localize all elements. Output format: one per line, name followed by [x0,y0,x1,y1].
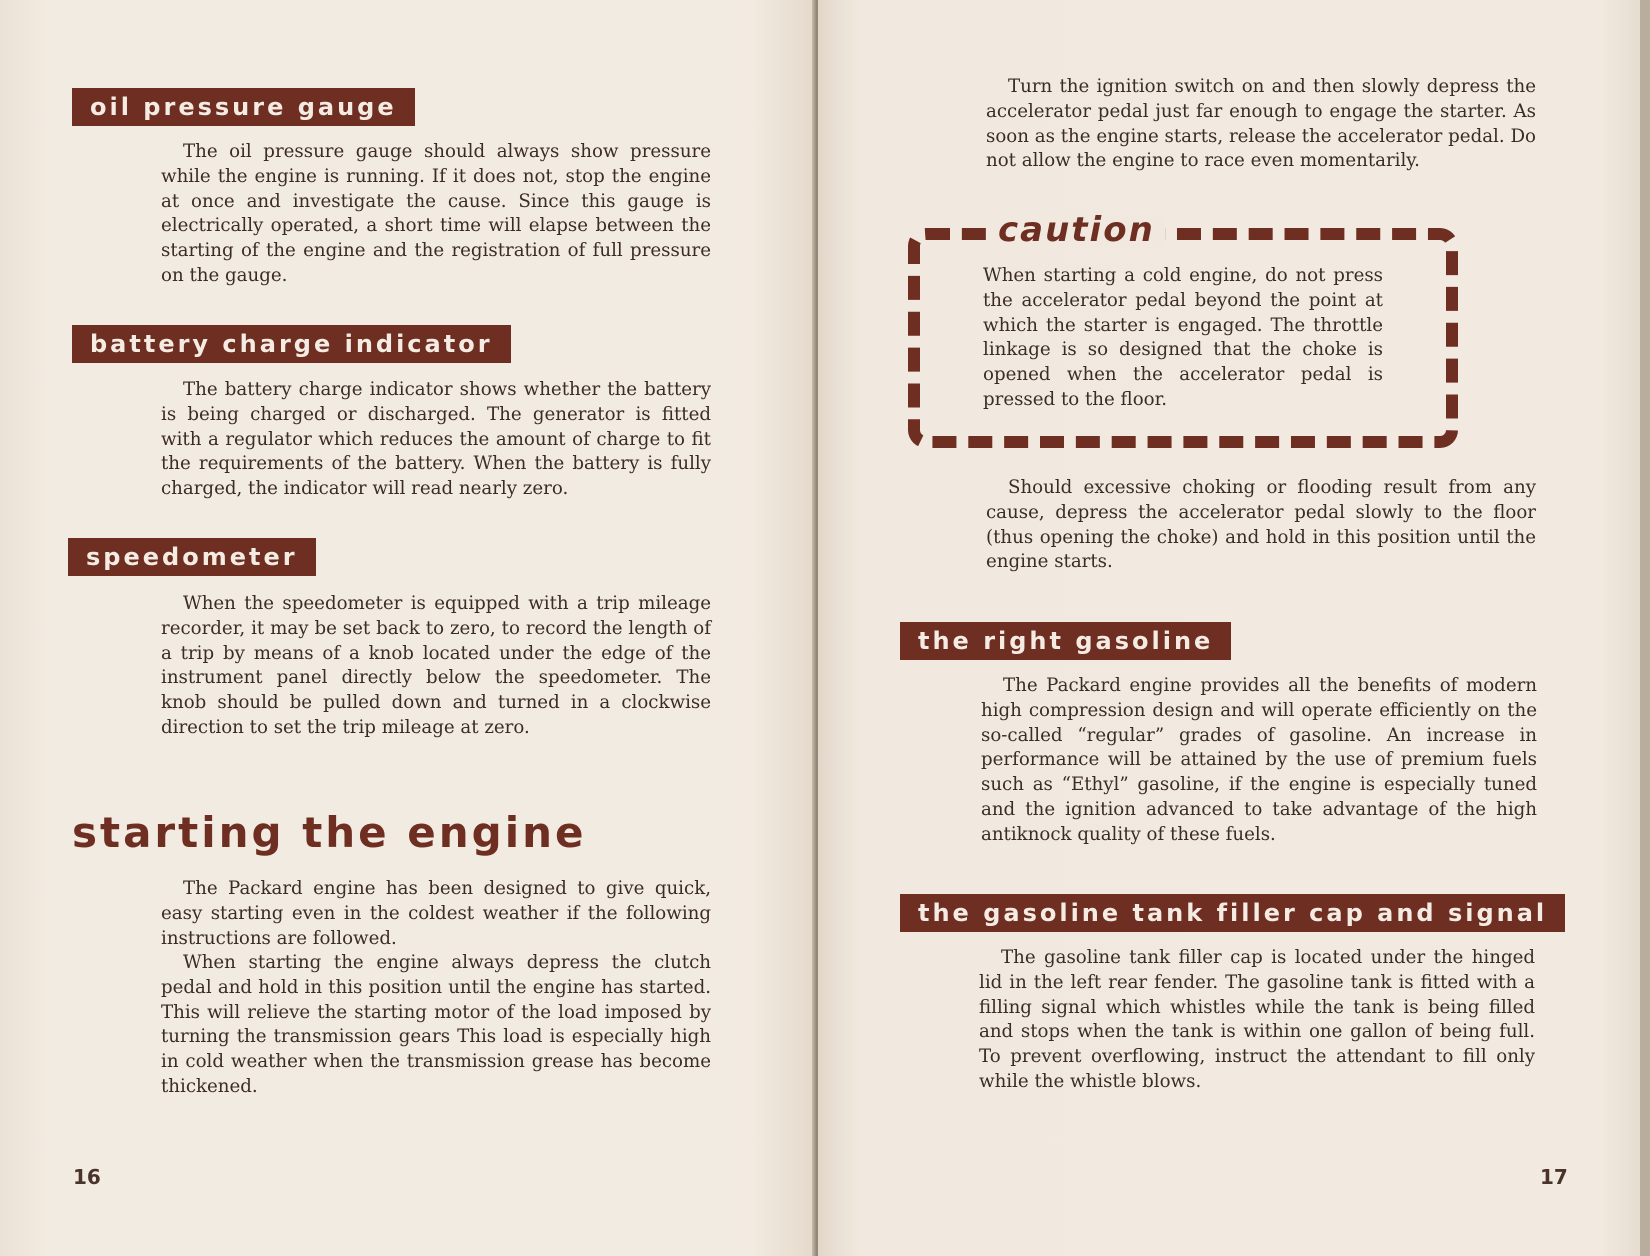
flooding-text: Should excessive choking or flooding result from any cause, depress the accelerator pedal slowly to the floor (thus opening the choke) and hold in this position until the engine starts. [986,477,1536,573]
tank-text: The gasoline tank filler cap is located under the hinged lid in the left rear fender. The gasoline tank is fitted with a filling signal which whistles while the tank is being filled and stops when the tank is within one gallon of being full. To prevent overflowing, instruct the attendant to fill only while the whistle blows. [979,947,1535,1092]
caution-label: caution [988,210,1165,250]
left-page [0,0,815,1256]
page-edge [1640,0,1650,1256]
oil-pressure-heading: oil pressure gauge [72,88,415,126]
oil-pressure-text: The oil pressure gauge should always show pressure while the engine is running. If it does not, stop the engine at once and investigate the cause. Since this gauge is electrically operated, a short time will elapse between the starting of the engine and the registration of full pressure on the gauge. [161,141,711,286]
battery-heading: battery charge indicator [72,325,511,363]
speedometer-text: When the speedometer is equipped with a trip mileage recorder, it may be set back to zero, to record the length of a trip by means of a knob located under the edge of the instrument panel directly below the speedometer. The knob should be pulled down and turned in a clockwise direction to set the trip mileage at zero. [161,593,711,738]
starting-text-2: When starting the engine always depress the clutch pedal and hold in this position until the engine has started. This will relieve the starting motor of the load imposed by turning the transmission gears This load is especially high in cold weather when the transmission grease has become thickened. [161,952,711,1097]
caution-text: When starting a cold engine, do not press the accelerator pedal beyond the point at which the starter is engaged. The throttle linkage is so designed that the choke is opened when the accelerator pedal is pressed to the floor. [983,265,1383,410]
tank-heading: the gasoline tank filler cap and signal [900,894,1565,932]
page-number-right: 17 [1540,1165,1568,1189]
battery-text: The battery charge indicator shows whether the battery is being charged or discharged. The generator is fitted with a regulator which reduces the amount of charge to fit the requirements of the battery. When the battery is fully charged, the indicator will read nearly zero. [161,379,711,500]
right-gasoline-heading: the right gasoline [900,622,1231,660]
page-number-left: 16 [73,1165,101,1189]
right-page [818,0,1640,1256]
starting-engine-title: starting the engine [72,808,587,857]
speedometer-heading: speedometer [68,538,316,576]
right-gasoline-text: The Packard engine provides all the benefits of modern high compression design and will operate efficiently on the so-called “regular” grades of gasoline. An increase in performance will be attained by the use of premium fuels such as “Ethyl” gasoline, if the engine is especially tuned and the ignition advanced to take advantage of the high antiknock quality of these fuels. [981,675,1537,845]
ignition-text: Turn the ignition switch on and then slowly depress the accelerator pedal just far enough to engage the starter. As soon as the engine starts, release the accelerator pedal. Do not allow the engine to race even momentarily. [986,76,1536,172]
starting-text-1: The Packard engine has been designed to give quick, easy starting even in the coldest weather if the following instructions are followed. [161,878,711,949]
